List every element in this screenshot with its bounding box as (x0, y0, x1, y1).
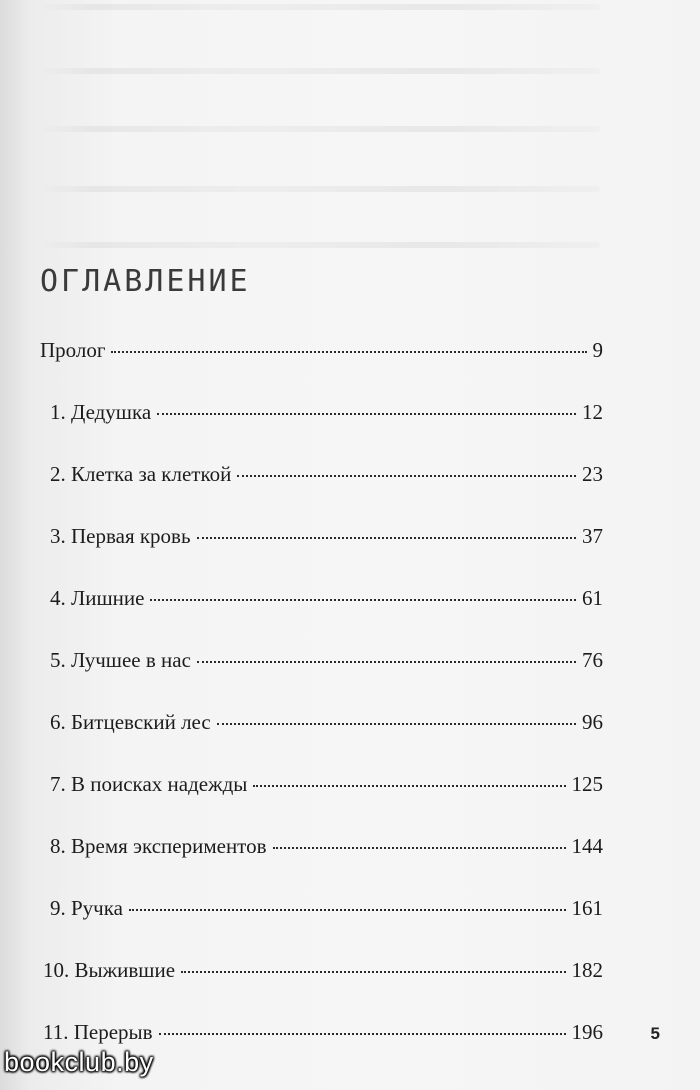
bleed-through-line (40, 68, 600, 74)
toc-leader-dots (111, 351, 586, 353)
toc-entry[interactable] (40, 898, 603, 960)
toc-entry-page: 76 (582, 648, 603, 672)
bleed-through-line (40, 4, 600, 10)
toc-entry-page: 9 (592, 338, 603, 362)
toc-leader-dots (197, 661, 576, 663)
toc-entry-title: 3. Первая кровь (50, 524, 191, 548)
toc-entry-title: 7. В поисках надежды (50, 772, 248, 796)
toc-entry[interactable] (40, 836, 603, 898)
toc-entry-page: 96 (582, 710, 603, 734)
toc-entry-title: 1. Дедушка (50, 400, 152, 424)
toc-entry[interactable] (40, 464, 603, 526)
toc-leader-dots (157, 413, 576, 415)
toc-entry-page: 61 (582, 586, 603, 610)
table-of-contents (40, 340, 603, 1084)
toc-entry-page: 12 (582, 400, 603, 424)
toc-entry-title: 11. Перерыв (43, 1020, 153, 1044)
toc-entry[interactable] (40, 340, 603, 402)
page-number: 5 (650, 1024, 660, 1043)
toc-entry[interactable] (40, 650, 603, 712)
toc-leader-dots (181, 971, 565, 973)
toc-entry[interactable] (40, 588, 603, 650)
toc-entry[interactable] (40, 774, 603, 836)
toc-entry-page: 144 (571, 834, 603, 858)
toc-entry-title: 4. Лишние (50, 586, 145, 610)
toc-leader-dots (129, 909, 566, 911)
toc-entry[interactable] (40, 526, 603, 588)
bleed-through-line (40, 126, 600, 132)
bleed-through-line (40, 186, 600, 192)
toc-entry[interactable] (40, 960, 603, 1022)
toc-leader-dots (150, 599, 576, 601)
toc-entry-title: 6. Битцевский лес (50, 710, 211, 734)
toc-entry[interactable] (40, 402, 603, 464)
toc-leader-dots (159, 1033, 566, 1035)
toc-leader-dots (253, 785, 565, 787)
toc-entry-title: 8. Время экспериментов (50, 834, 267, 858)
toc-entry-title: 10. Выжившие (43, 958, 176, 982)
toc-entry-page: 182 (571, 958, 603, 982)
toc-entry-page: 125 (571, 772, 603, 796)
toc-leader-dots (197, 537, 576, 539)
toc-entry-title: Пролог (40, 338, 106, 362)
toc-entry-title: 9. Ручка (50, 896, 123, 920)
toc-entry[interactable] (40, 712, 603, 774)
toc-entry-page: 196 (571, 1020, 603, 1044)
toc-leader-dots (237, 475, 576, 477)
watermark-logo: bookclub.by (4, 1047, 154, 1077)
bleed-through-line (40, 242, 600, 248)
toc-entry-title: 5. Лучшее в нас (50, 648, 191, 672)
toc-entry-page: 161 (571, 896, 603, 920)
toc-entry-page: 37 (582, 524, 603, 548)
toc-leader-dots (273, 847, 566, 849)
toc-leader-dots (217, 723, 576, 725)
toc-heading: ОГЛАВЛЕНИЕ (40, 264, 251, 299)
toc-entry-page: 23 (582, 462, 603, 486)
toc-entry-title: 2. Клетка за клеткой (50, 462, 232, 486)
